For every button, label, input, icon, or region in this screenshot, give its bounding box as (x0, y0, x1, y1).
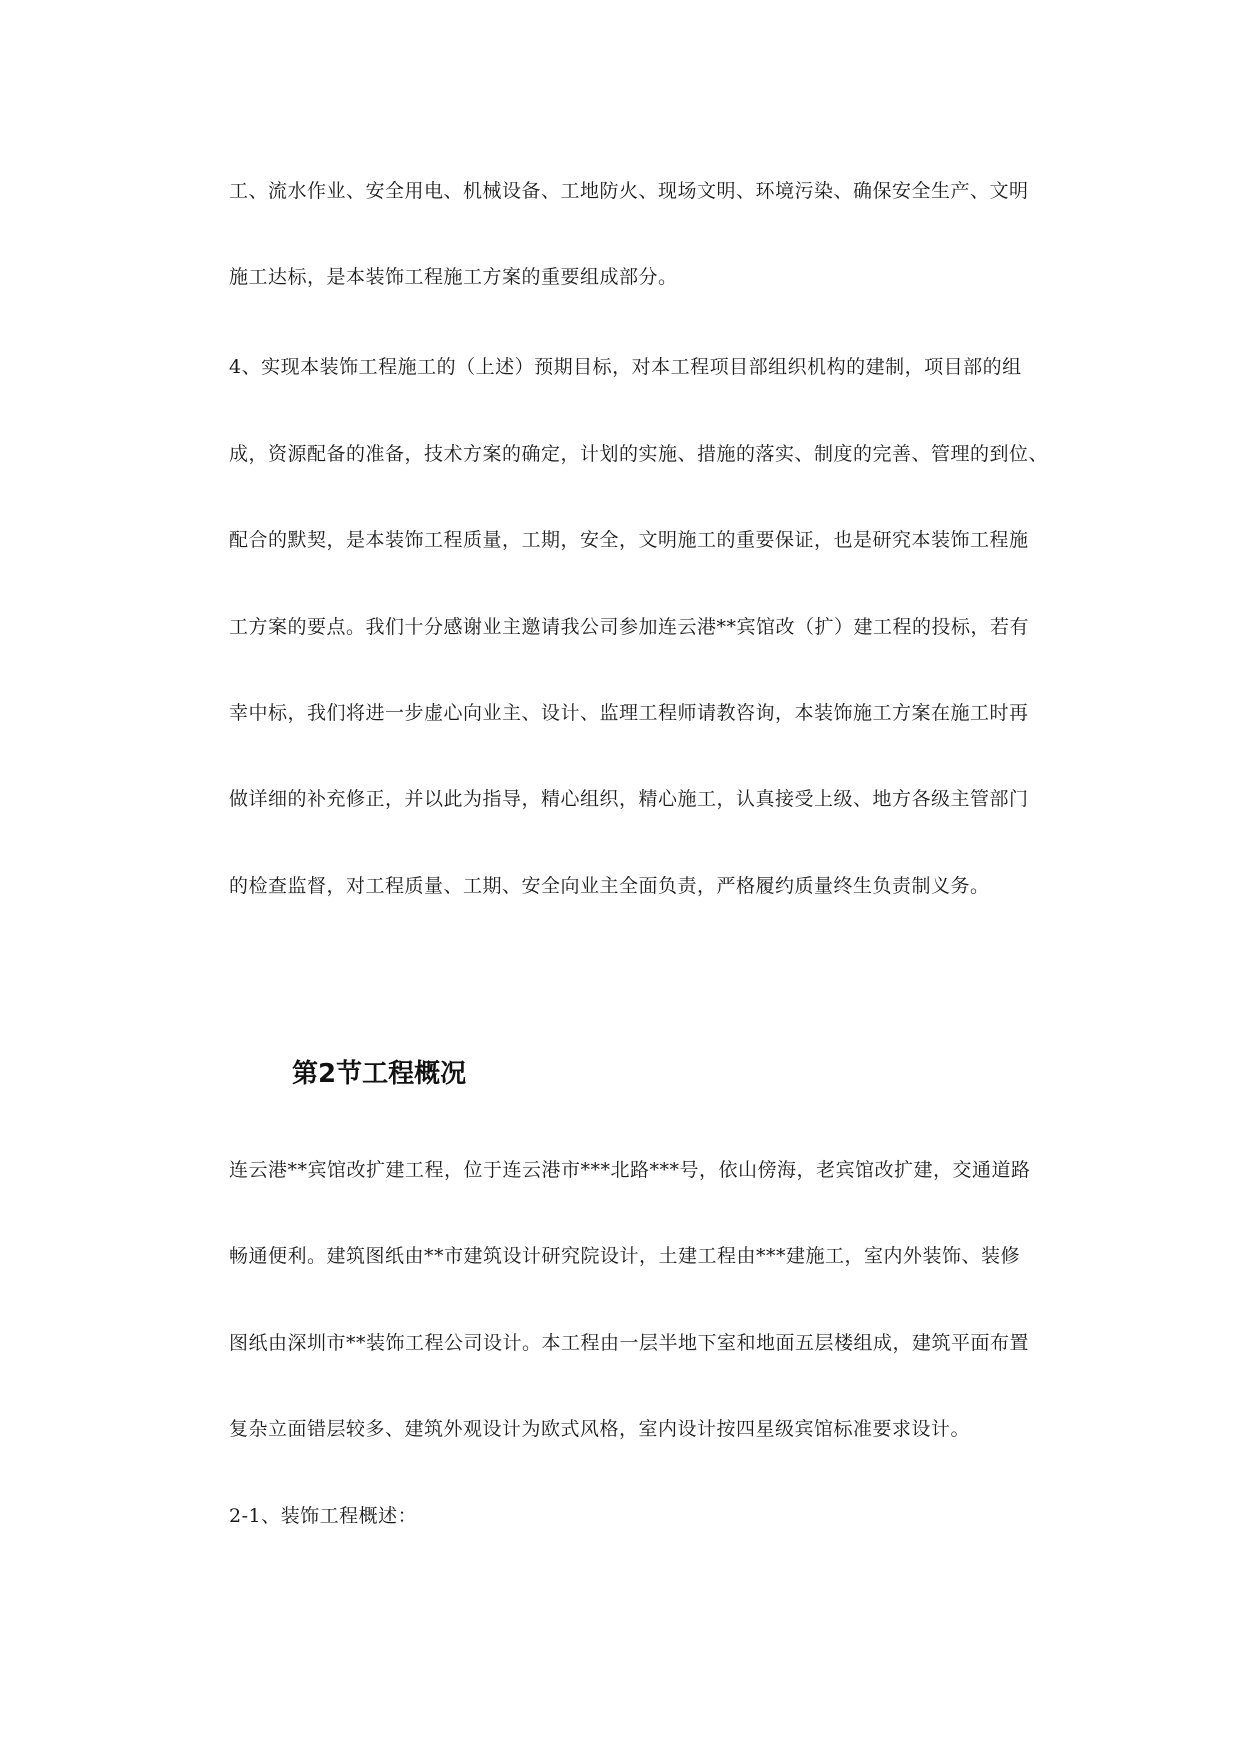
paragraph-line: 连云港**宾馆改扩建工程，位于连云港市***北路***号，依山傍海，老宾馆改扩建，交通道路 (229, 1159, 1031, 1181)
paragraph-line: 成，资源配备的准备，技术方案的确定，计划的实施、措施的落实、制度的完善、管理的到位、 (229, 443, 1049, 465)
paragraph-line: 幸中标，我们将进一步虚心向业主、设计、监理工程师请教咨询，本装饰施工方案在施工时再 (229, 702, 1029, 724)
paragraph-line: 配合的默契，是本装饰工程质量，工期，安全，文明施工的重要保证，也是研究本装饰工程施 (229, 529, 1029, 551)
paragraph-line: 图纸由深圳市**装饰工程公司设计。本工程由一层半地下室和地面五层楼组成，建筑平面布置 (229, 1332, 1030, 1354)
paragraph-line: 的检查监督，对工程质量、工期、安全向业主全面负责，严格履约质量终生负责制义务。 (229, 875, 990, 897)
paragraph-line: 工方案的要点。我们十分感谢业主邀请我公司参加连云港**宾馆改（扩）建工程的投标，若有 (229, 616, 1030, 638)
paragraph-line: 4、实现本装饰工程施工的（上述）预期目标，对本工程项目部组织机构的建制，项目部的组 (229, 356, 1022, 378)
paragraph-line: 做详细的补充修正，并以此为指导，精心组织，精心施工，认真接受上级、地方各级主管部门 (229, 788, 1029, 810)
section-heading: 第2节工程概况 (292, 1059, 467, 1089)
paragraph-line: 畅通便利。建筑图纸由**市建筑设计研究院设计，土建工程由***建施工，室内外装饰、装修 (229, 1245, 1021, 1267)
paragraph-line: 施工达标，是本装饰工程施工方案的重要组成部分。 (229, 266, 678, 288)
subsection-label: 2-1、装饰工程概述： (229, 1505, 418, 1527)
paragraph-line: 工、流水作业、安全用电、机械设备、工地防火、现场文明、环境污染、确保安全生产、文明 (229, 180, 1029, 202)
paragraph-line: 复杂立面错层较多、建筑外观设计为欧式风格，室内设计按四星级宾馆标准要求设计。 (229, 1418, 971, 1440)
